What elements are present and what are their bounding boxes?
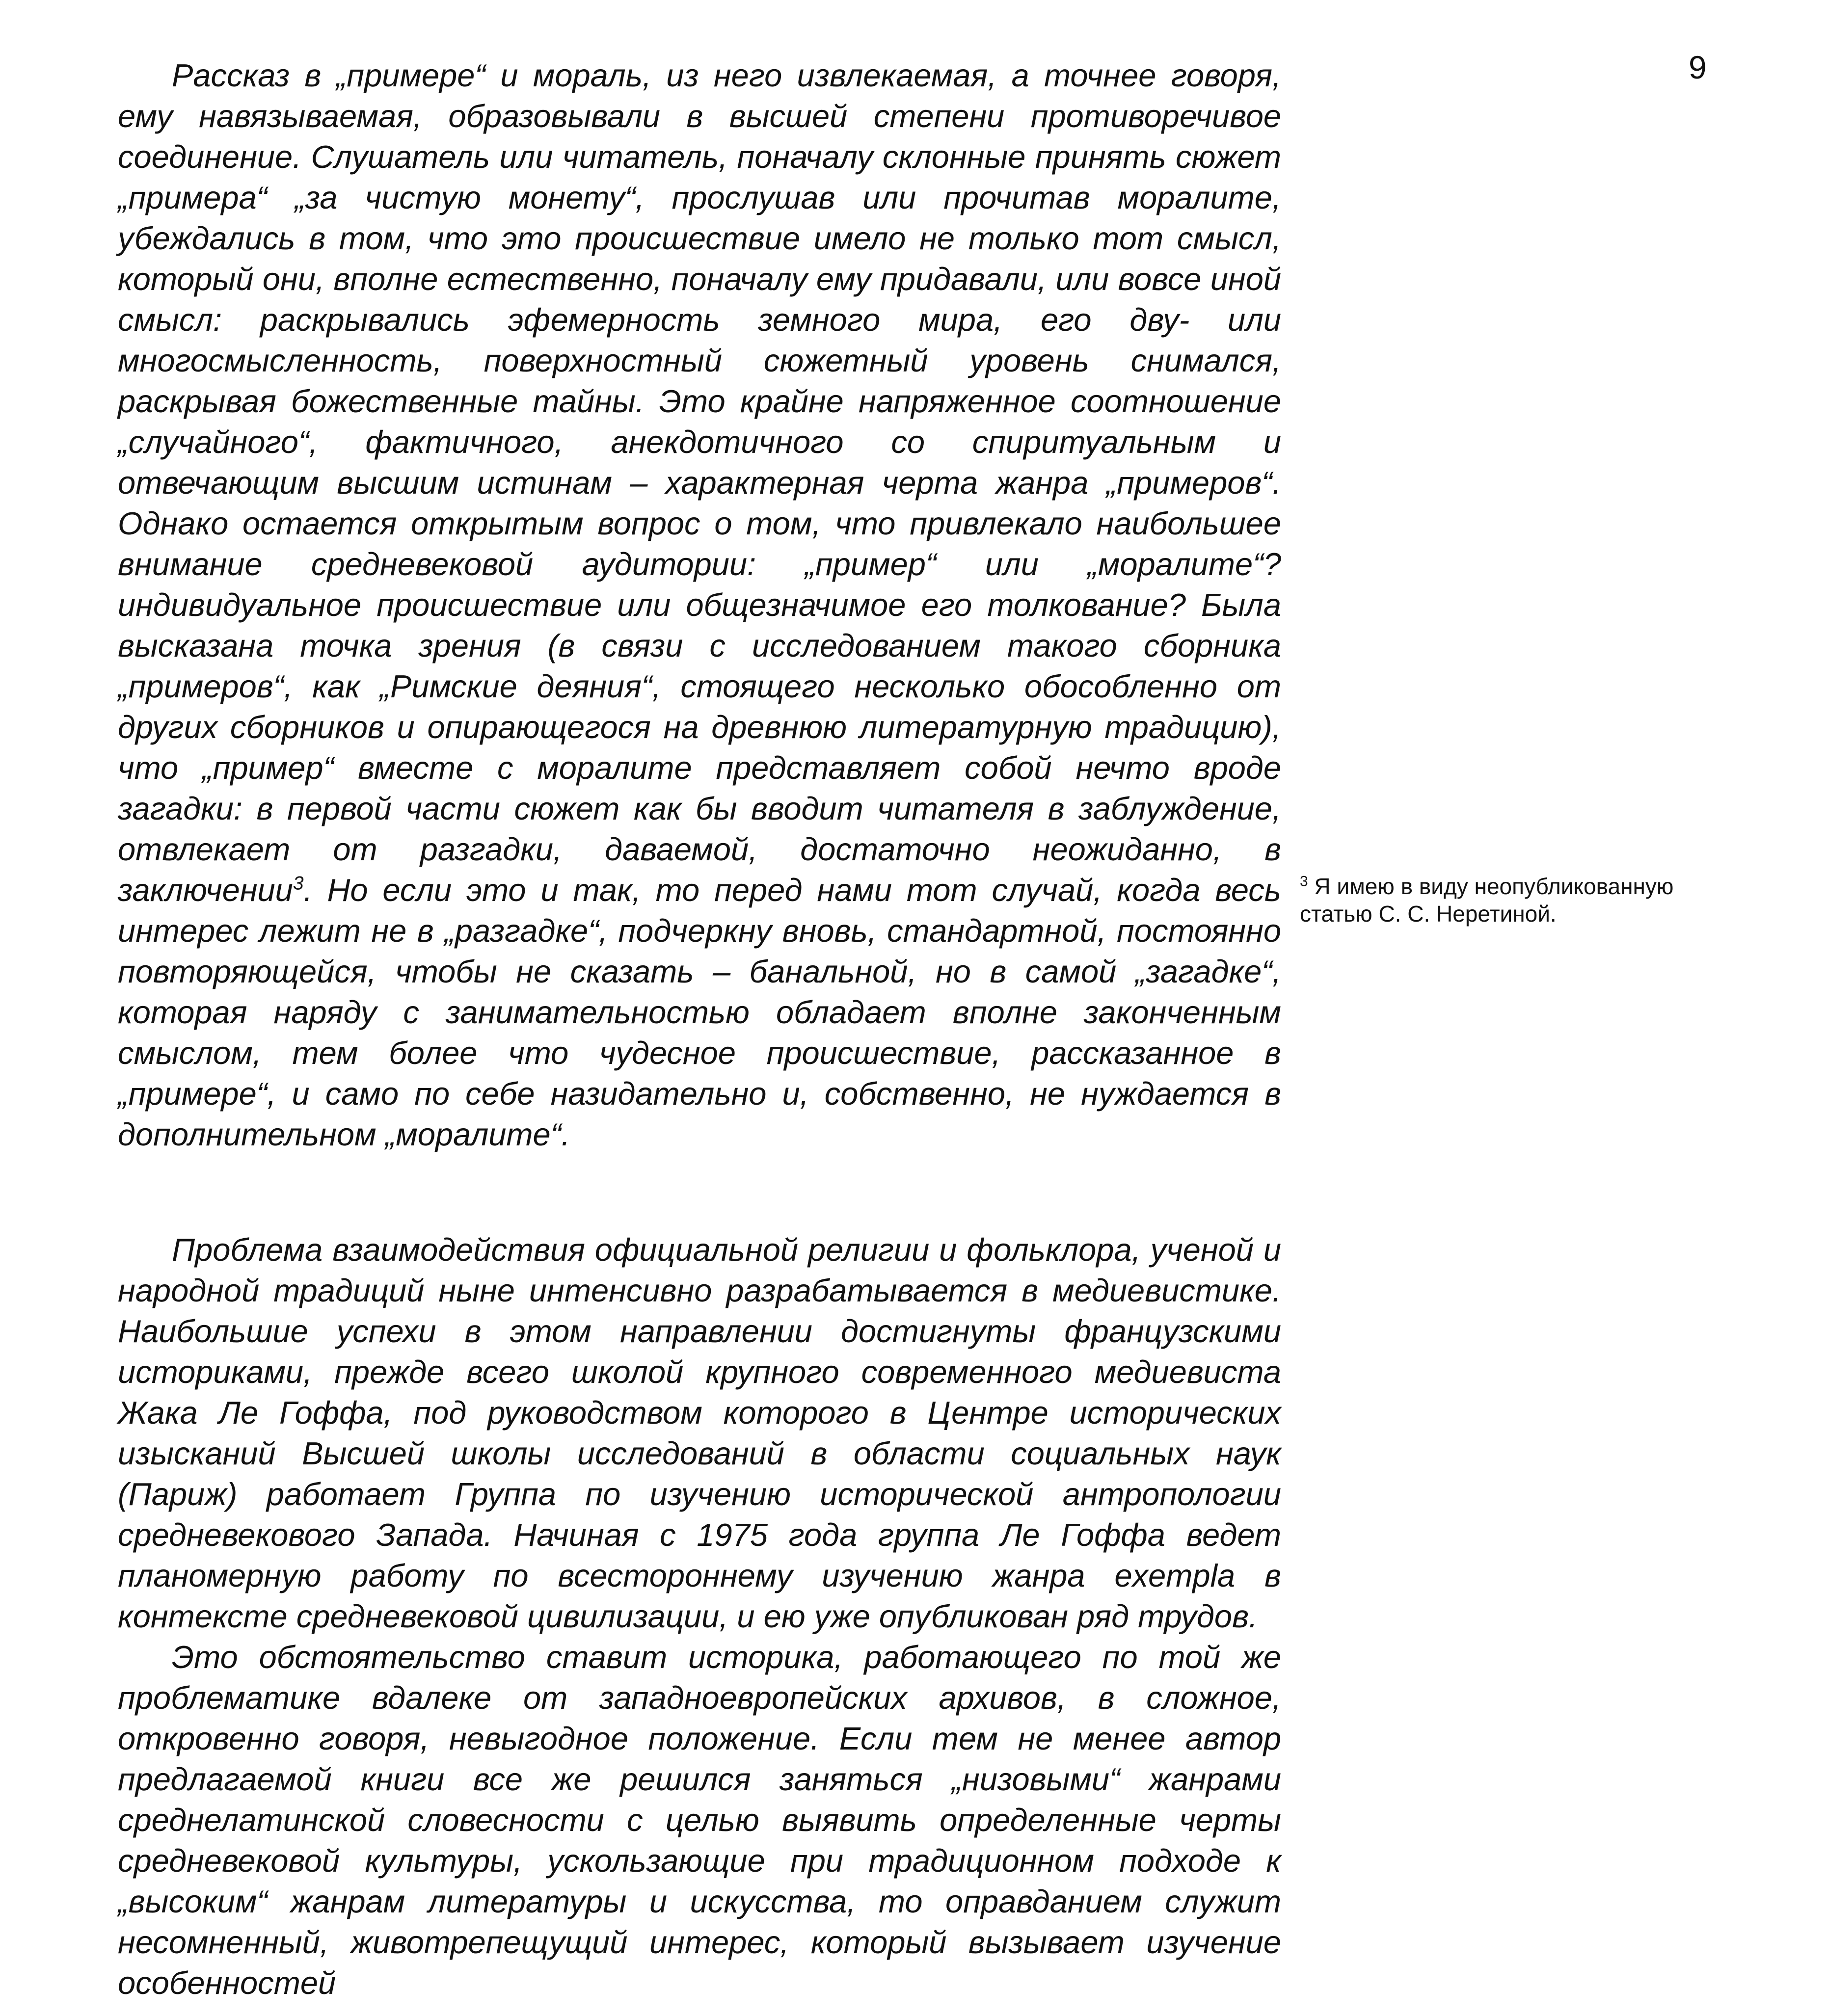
paragraph — [118, 55, 1281, 1155]
paragraph-text: Рассказ в „примере“ и мораль, из него извлекаемая, а точнее говоря, ему навязываемая, образовывали в высшей степени противоречивое соединение. Слушатель или читатель, поначалу склонные принять сюжет „примера“ „за чистую монету“, прослушав или прочитав моралите, убеждались в том, что это происшествие имело не только тот смысл, который они, вполне естественно, поначалу ему придавали, или вовсе иной смысл: раскрывались эфемерность земного мира, его дву- или многосмысленность, поверхностный сюжетный уровень снимался, раскрывая божественные тайны. Это крайне напряженное соотношение „случайного“, фактичного, анекдотичного со спиритуальным и отвечающим высшим истинам – характерная черта жанра „примеров“. Однако остается открытым вопрос о том, что привлекало наибольшее внимание средневековой аудитории: „пример“ или „моралите“? индивидуальное происшествие или общезначимое его толкование? Была высказана точка зрения (в связи с исследованием такого сборника „примеров“, как „Римские деяния“, стоящего несколько обособленно от других сборников и опирающегося на древнюю литературную традицию), что „пример“ вместе с моралите представляет собой нечто вроде загадки: в первой части сюжет как бы вводит читателя в заблуждение, отвлекает от разгадки, даваемой, достаточно неожиданно, в заключении — [118, 57, 1281, 908]
footnote-reference: 3 — [293, 873, 304, 894]
text-block-upper — [118, 55, 1281, 1155]
footnote — [1300, 873, 1707, 928]
paragraph-text-continued: . Но если это и так, то перед нами тот случай, когда весь интерес лежит не в „разгадке“, подчеркну вновь, стандартной, постоянно повторяющейся, чтобы не сказать – банальной, но в самой „загадке“, которая наряду с занимательностью обладает вполне законченным смыслом, тем более что чудесное происшествие, рассказанное в „примере“, и само по себе назидательно и, собственно, не нуждается в дополнительном „моралите“. — [118, 872, 1281, 1152]
paragraph: Проблема взаимодействия официальной религии и фольклора, ученой и народной традиций ныне интенсивно разрабатывается в медиевистике. Наибольшие успехи в этом направлении достигнуты французскими историками, прежде всего школой крупного современного медиевиста Жака Ле Гоффа, под руководством которого в Центре исторических изысканий Высшей школы исследований в области социальных наук (Париж) работает Группа по изучению исторической антропологии средневекового Запада. Начиная с 1975 года группа Ле Гоффа ведет планомерную работу по всестороннему изучению жанра exempla в контексте средневековой цивилизации, и ею уже опубликован ряд трудов. — [118, 1232, 1281, 1634]
paragraph: Это обстоятельство ставит историка, работающего по той же проблематике вдалеке от западноевропейских архивов, в сложное, откровенно говоря, невыгодное положение. Если тем не менее автор предлагаемой книги все же решился заняться „низовыми“ жанрами среднелатинской словесности с целью выявить определенные черты средневековой культуры, ускользающие при традиционном подходе к „высоким“ жанрам литературы и искусства, то оправданием служит несомненный, животрепещущий интерес, который вызывает изучение особенностей — [118, 1639, 1281, 2001]
page-number: 9 — [1689, 49, 1707, 85]
footnote-text: Я имею в виду неопубликованную статью С. С. Неретиной. — [1300, 874, 1674, 927]
text-block-lower — [118, 1229, 1281, 2003]
footnote-mark: 3 — [1300, 873, 1308, 890]
